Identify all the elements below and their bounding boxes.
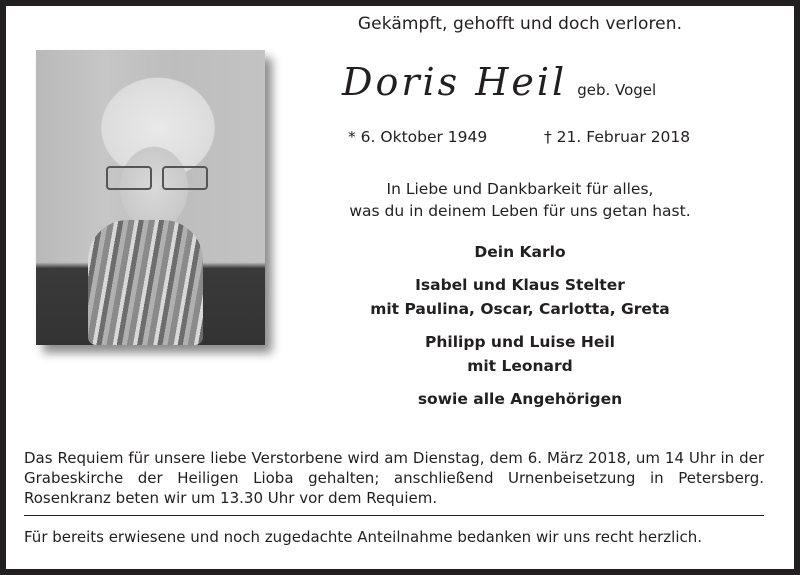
portrait-photo (36, 50, 265, 345)
life-dates (348, 128, 708, 146)
deceased-name: Doris Heil (342, 60, 568, 104)
mourner-line: sowie alle Angehörigen (417, 390, 623, 408)
divider (24, 515, 764, 516)
service-info: Das Requiem für unsere liebe Verstorbene wird am Dienstag, dem 6. März 2018, um 14 Uhr in der Grabeskirche der Heiligen Lioba gehalten; anschließend Urnenbeisetzung in Petersberg. Rosenkranz beten wir um 13.30 Uhr vor dem Requiem. (24, 449, 764, 507)
mourner-line: Isabel und Klaus Stelter (415, 276, 625, 294)
glasses-detail (106, 166, 210, 190)
mourner-group (320, 240, 720, 264)
dedication-quote (320, 178, 720, 222)
maiden-name: geb. Vogel (577, 81, 657, 99)
thanks-note: Für bereits erwiesene und noch zugedachte Anteilnahme bedanken wir uns recht herzlich. (24, 528, 703, 546)
mourner-group (320, 387, 720, 411)
scarf-detail (88, 220, 203, 345)
quote-line: In Liebe und Dankbarkeit für alles, (386, 180, 654, 198)
quote-line: was du in deinem Leben für uns getan hast. (349, 202, 691, 220)
mourner-group (320, 273, 720, 321)
motto: Gekämpft, gehofft und doch verloren. (357, 14, 683, 34)
mourner-line: mit Paulina, Oscar, Carlotta, Greta (370, 300, 670, 318)
mourners-list (320, 240, 720, 420)
mourner-line: Dein Karlo (474, 243, 566, 261)
name-row (342, 60, 722, 104)
death-date: † 21. Februar 2018 (544, 128, 691, 146)
mourner-line: mit Leonard (467, 357, 573, 375)
birth-date: * 6. Oktober 1949 (348, 128, 488, 146)
mourner-group (320, 330, 720, 378)
mourner-line: Philipp und Luise Heil (425, 333, 615, 351)
